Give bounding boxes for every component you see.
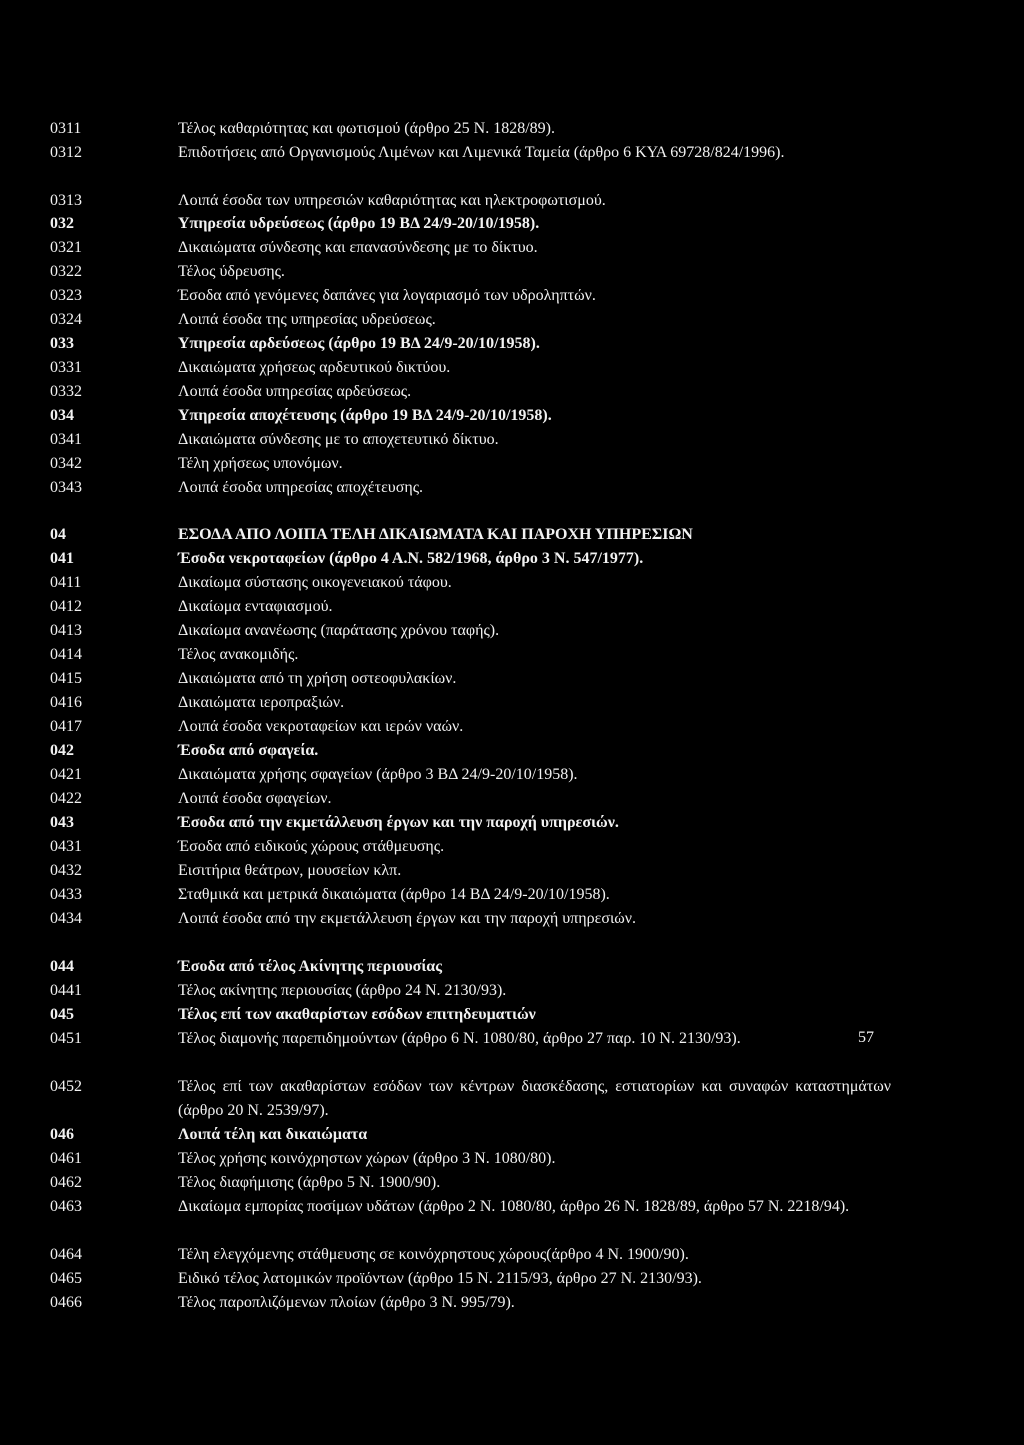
entry-code: 0432 <box>50 862 82 879</box>
entry-text: Δικαιώματα χρήσεως αρδευτικού δικτύου. <box>178 359 451 376</box>
entry-code: 0416 <box>50 694 82 711</box>
entry-code: 042 <box>50 742 74 759</box>
entry-code: 0412 <box>50 598 82 615</box>
entry-text: Έσοδα από την εκμετάλλευση έργων και την παροχή υπηρεσιών. <box>178 814 619 831</box>
entry-text: ΕΣΟΔΑ ΑΠΟ ΛΟΙΠΑ ΤΕΛΗ ΔΙΚΑΙΩΜΑΤΑ ΚΑΙ ΠΑΡΟΧΗ ΥΠΗΡΕΣΙΩΝ <box>178 526 693 543</box>
entry-text: Έσοδα νεκροταφείων (άρθρο 4 Α.Ν. 582/1968, άρθρο 3 Ν. 547/1977). <box>178 550 644 567</box>
entry-code: 046 <box>50 1126 74 1143</box>
entry-text: Τέλος διαφήμισης (άρθρο 5 Ν. 1900/90). <box>178 1174 441 1191</box>
entry-text: Δικαιώματα σύνδεσης και επανασύνδεσης με το δίκτυο. <box>178 239 538 256</box>
entry-text: Δικαίωμα ανανέωσης (παράτασης χρόνου ταφής). <box>178 622 500 639</box>
entry-code: 0433 <box>50 886 82 903</box>
entry-code: 033 <box>50 335 74 352</box>
entry-text: Τέλη χρήσεως υπονόμων. <box>178 455 343 472</box>
entry-code: 032 <box>50 215 74 232</box>
entry-code: 0323 <box>50 287 82 304</box>
entry-text: Έσοδα από ειδικούς χώρους στάθμευσης. <box>178 838 445 855</box>
entry-code: 0411 <box>50 574 82 591</box>
entry-code: 043 <box>50 814 74 831</box>
entry-code: 04 <box>50 526 66 543</box>
entry-code: 0343 <box>50 479 82 496</box>
entry-text: Υπηρεσία υδρεύσεως (άρθρο 19 ΒΔ 24/9-20/10/1958). <box>178 215 540 232</box>
entry-code: 0321 <box>50 239 82 256</box>
entry-text: Λοιπά έσοδα της υπηρεσίας υδρεύσεως. <box>178 311 436 328</box>
entry-code: 044 <box>50 958 74 975</box>
entry-code: 0463 <box>50 1198 82 1215</box>
entry-text: Λοιπά έσοδα σφαγείων. <box>178 790 332 807</box>
entry-text: Λοιπά έσοδα υπηρεσίας αποχέτευσης. <box>178 479 424 496</box>
entry-code: 0322 <box>50 263 82 280</box>
entry-text: Επιδοτήσεις από Οργανισμούς Λιμένων και Λιμενικά Ταμεία (άρθρο 6 ΚΥΑ 69728/824/1996). <box>178 144 785 161</box>
entry-text: Εισιτήρια θεάτρων, μουσείων κλπ. <box>178 862 402 879</box>
entry-text: Λοιπά έσοδα από την εκμετάλλευση έργων και την παροχή υπηρεσιών. <box>178 910 637 927</box>
entry-text: Τέλος επί των ακαθαρίστων εσόδων επιτηδευματιών <box>178 1006 536 1023</box>
entry-text: Τέλος επί των ακαθαρίστων εσόδων των κέντρων διασκέδασης, εστιατορίων και συναφών καταστημάτων (άρθρο 20 Ν. 2539/97). <box>178 1078 891 1119</box>
entry-text: Λοιπά έσοδα υπηρεσίας αρδεύσεως. <box>178 383 412 400</box>
entry-code: 0324 <box>50 311 82 328</box>
entry-code: 045 <box>50 1006 74 1023</box>
entry-text: Υπηρεσία αρδεύσεως (άρθρο 19 ΒΔ 24/9-20/10/1958). <box>178 335 540 352</box>
entry-text: Δικαίωμα εμπορίας ποσίμων υδάτων (άρθρο 2 Ν. 1080/80, άρθρο 26 Ν. 1828/89, άρθρο 57 Ν. 2218/94). <box>178 1198 850 1215</box>
entry-text: Τέλη ελεγχόμενης στάθμευσης σε κοινόχρηστους χώρους(άρθρο 4 Ν. 1900/90). <box>178 1246 689 1263</box>
entry-text: Δικαίωμα ενταφιασμού. <box>178 598 333 615</box>
entry-code: 0431 <box>50 838 82 855</box>
entry-text: Λοιπά τέλη και δικαιώματα <box>178 1126 368 1143</box>
entry-code: 0311 <box>50 120 82 137</box>
entry-text: Δικαιώματα από τη χρήση οστεοφυλακίων. <box>178 670 457 687</box>
entry-text: Έσοδα από σφαγεία. <box>178 742 319 759</box>
entry-text: Έσοδα από γενόμενες δαπάνες για λογαριασμό των υδροληπτών. <box>178 287 596 304</box>
entry-code: 0342 <box>50 455 82 472</box>
entry-code: 0341 <box>50 431 82 448</box>
entry-code: 0331 <box>50 359 82 376</box>
entry-code: 0434 <box>50 910 82 927</box>
entry-text: Υπηρεσία αποχέτευσης (άρθρο 19 ΒΔ 24/9-20/10/1958). <box>178 407 552 424</box>
entry-code: 0464 <box>50 1246 82 1263</box>
entry-code: 0441 <box>50 982 82 999</box>
entry-code: 0313 <box>50 192 82 209</box>
entry-text: Δικαίωμα σύστασης οικογενειακού τάφου. <box>178 574 452 591</box>
entry-text: Τέλος παροπλιζόμενων πλοίων (άρθρο 3 Ν. 995/79). <box>178 1294 515 1311</box>
entry-code: 0332 <box>50 383 82 400</box>
entry-code: 041 <box>50 550 74 567</box>
entry-text: Ειδικό τέλος λατομικών προϊόντων (άρθρο 15 Ν. 2115/93, άρθρο 27 Ν. 2130/93). <box>178 1270 702 1287</box>
entry-code: 0414 <box>50 646 82 663</box>
entry-code: 0422 <box>50 790 82 807</box>
entry-code: 0413 <box>50 622 82 639</box>
entry-code: 0421 <box>50 766 82 783</box>
entry-code: 0452 <box>50 1078 82 1095</box>
entry-text: Λοιπά έσοδα νεκροταφείων και ιερών ναών. <box>178 718 464 735</box>
entry-code: 0466 <box>50 1294 82 1311</box>
entry-text: Σταθμικά και μετρικά δικαιώματα (άρθρο 14 ΒΔ 24/9-20/10/1958). <box>178 886 610 903</box>
entry-code: 0451 <box>50 1030 82 1047</box>
entry-text: Δικαιώματα χρήσης σφαγείων (άρθρο 3 ΒΔ 24/9-20/10/1958). <box>178 766 578 783</box>
entry-code: 034 <box>50 407 74 424</box>
entry-code: 0312 <box>50 144 82 161</box>
entry-text: Λοιπά έσοδα των υπηρεσιών καθαριότητας και ηλεκτροφωτισμού. <box>178 192 606 209</box>
entry-text: Τέλος ανακομιδής. <box>178 646 299 663</box>
page-number: 57 <box>858 1029 874 1046</box>
entry-text: Τέλος ακίνητης περιουσίας (άρθρο 24 Ν. 2130/93). <box>178 982 507 999</box>
entry-text: Τέλος καθαριότητας και φωτισμού (άρθρο 25 Ν. 1828/89). <box>178 120 555 137</box>
entry-text: Δικαιώματα σύνδεσης με το αποχετευτικό δίκτυο. <box>178 431 499 448</box>
entry-text: Έσοδα από τέλος Ακίνητης περιουσίας <box>178 958 442 975</box>
entry-code: 0461 <box>50 1150 82 1167</box>
entry-code: 0465 <box>50 1270 82 1287</box>
entry-code: 0417 <box>50 718 82 735</box>
entry-text: Τέλος ύδρευσης. <box>178 263 285 280</box>
entry-text: Δικαιώματα ιεροπραξιών. <box>178 694 345 711</box>
entry-code: 0462 <box>50 1174 82 1191</box>
entry-text: Τέλος χρήσης κοινόχρηστων χώρων (άρθρο 3 Ν. 1080/80). <box>178 1150 556 1167</box>
entry-text: Τέλος διαμονής παρεπιδημούντων (άρθρο 6 Ν. 1080/80, άρθρο 27 παρ. 10 Ν. 2130/93). <box>178 1030 741 1047</box>
entry-code: 0415 <box>50 670 82 687</box>
